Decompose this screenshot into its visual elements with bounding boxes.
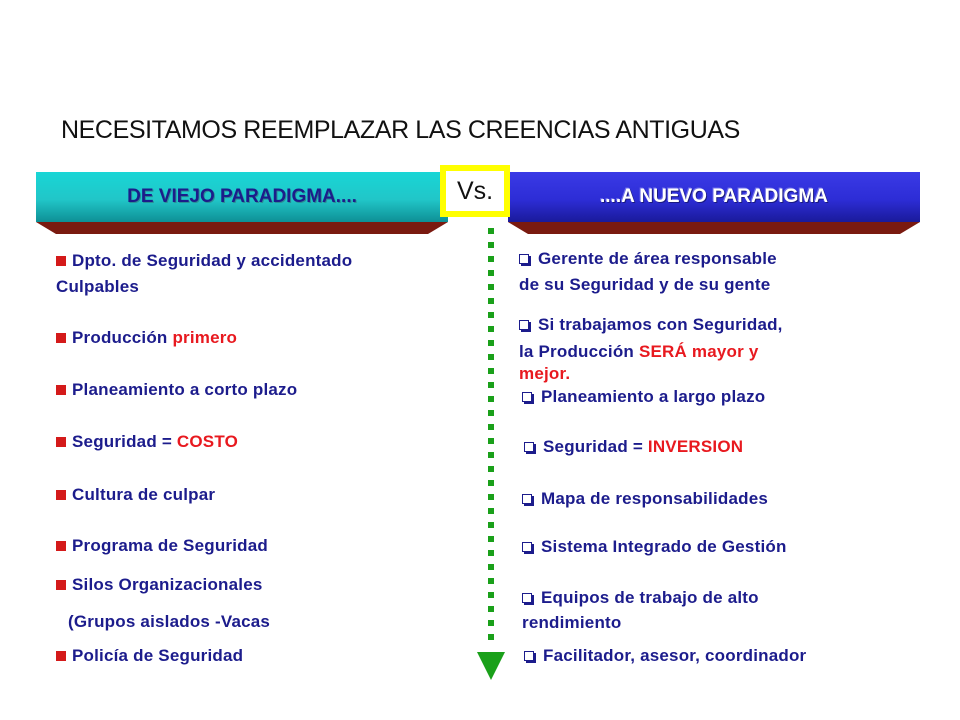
old-item-4-highlight: COSTO — [176, 432, 239, 451]
slide-title: NECESITAMOS REEMPLAZAR LAS CREENCIAS ANTIGUAS — [61, 116, 740, 144]
new-item-5-text: Mapa de responsabilidades — [541, 489, 769, 508]
old-item-8 — [56, 643, 243, 668]
red-square-bullet-icon — [56, 580, 66, 590]
old-item-1-continuation: Culpables — [56, 277, 140, 296]
old-paradigm-banner — [36, 172, 448, 234]
old-item-5-text: Cultura de culpar — [72, 485, 216, 504]
new-item-2-line3: mejor. — [519, 364, 571, 383]
new-paradigm-header: ....A NUEVO PARADIGMA — [599, 186, 828, 207]
old-item-6-text: Programa de Seguridad — [72, 536, 268, 555]
new-item-4 — [524, 434, 743, 459]
red-square-bullet-icon — [56, 333, 66, 343]
new-item-8 — [524, 643, 806, 668]
new-item-1 — [519, 246, 777, 271]
old-item-3 — [56, 377, 297, 402]
old-item-2-text: Producción — [72, 328, 173, 347]
old-item-1-text: Dpto. de Seguridad y accidentado — [72, 251, 353, 270]
checkbox-bullet-icon — [522, 542, 532, 552]
checkbox-bullet-icon — [524, 442, 534, 452]
checkbox-bullet-icon — [522, 593, 532, 603]
new-item-2 — [519, 312, 783, 337]
old-item-3-text: Planeamiento a corto plazo — [72, 380, 298, 399]
old-item-8-text: Policía de Seguridad — [72, 646, 244, 665]
new-paradigm-banner — [508, 172, 920, 234]
checkbox-bullet-icon — [519, 254, 529, 264]
vs-box — [440, 165, 510, 217]
old-item-2-highlight: primero — [172, 328, 238, 347]
new-item-1-text: Gerente de área responsable — [538, 249, 777, 268]
new-item-6-text: Sistema Integrado de Gestión — [541, 537, 787, 556]
new-item-7 — [522, 585, 759, 610]
new-item-7-continuation: rendimiento — [522, 613, 622, 632]
checkbox-bullet-icon — [522, 494, 532, 504]
old-item-7-continuation: (Grupos aislados -Vacas — [68, 612, 271, 631]
new-item-8-text: Facilitador, asesor, coordinador — [543, 646, 807, 665]
red-square-bullet-icon — [56, 541, 66, 551]
old-item-4 — [56, 429, 238, 454]
old-item-1 — [56, 248, 352, 273]
old-item-5 — [56, 482, 215, 507]
checkbox-bullet-icon — [519, 320, 529, 330]
new-item-1-continuation: de su Seguridad y de su gente — [519, 275, 771, 294]
new-item-3-text: Planeamiento a largo plazo — [541, 387, 766, 406]
red-square-bullet-icon — [56, 437, 66, 447]
new-item-4-highlight: INVERSION — [647, 437, 744, 456]
red-square-bullet-icon — [56, 385, 66, 395]
new-item-6 — [522, 534, 787, 559]
new-item-2-text: Si trabajamos con Seguridad, — [538, 315, 783, 334]
old-item-4-text: Seguridad = — [72, 432, 177, 451]
red-square-bullet-icon — [56, 651, 66, 661]
old-item-7 — [56, 572, 263, 597]
old-item-6 — [56, 533, 268, 558]
checkbox-bullet-icon — [522, 392, 532, 402]
new-item-5 — [522, 486, 768, 511]
new-item-4-text: Seguridad = — [543, 437, 648, 456]
new-item-3 — [522, 384, 765, 409]
new-item-7-text: Equipos de trabajo de alto — [541, 588, 759, 607]
old-item-2 — [56, 325, 237, 350]
new-item-2-line2-text: la Producción — [519, 342, 639, 361]
dotted-down-arrow-icon — [474, 228, 508, 686]
red-square-bullet-icon — [56, 256, 66, 266]
old-item-7-text: Silos Organizacionales — [72, 575, 263, 594]
checkbox-bullet-icon — [524, 651, 534, 661]
new-item-2-line2-highlight: SERÁ mayor y — [638, 342, 759, 361]
vs-label: Vs. — [456, 177, 494, 205]
old-paradigm-header: DE VIEJO PARADIGMA.... — [127, 186, 357, 207]
red-square-bullet-icon — [56, 490, 66, 500]
